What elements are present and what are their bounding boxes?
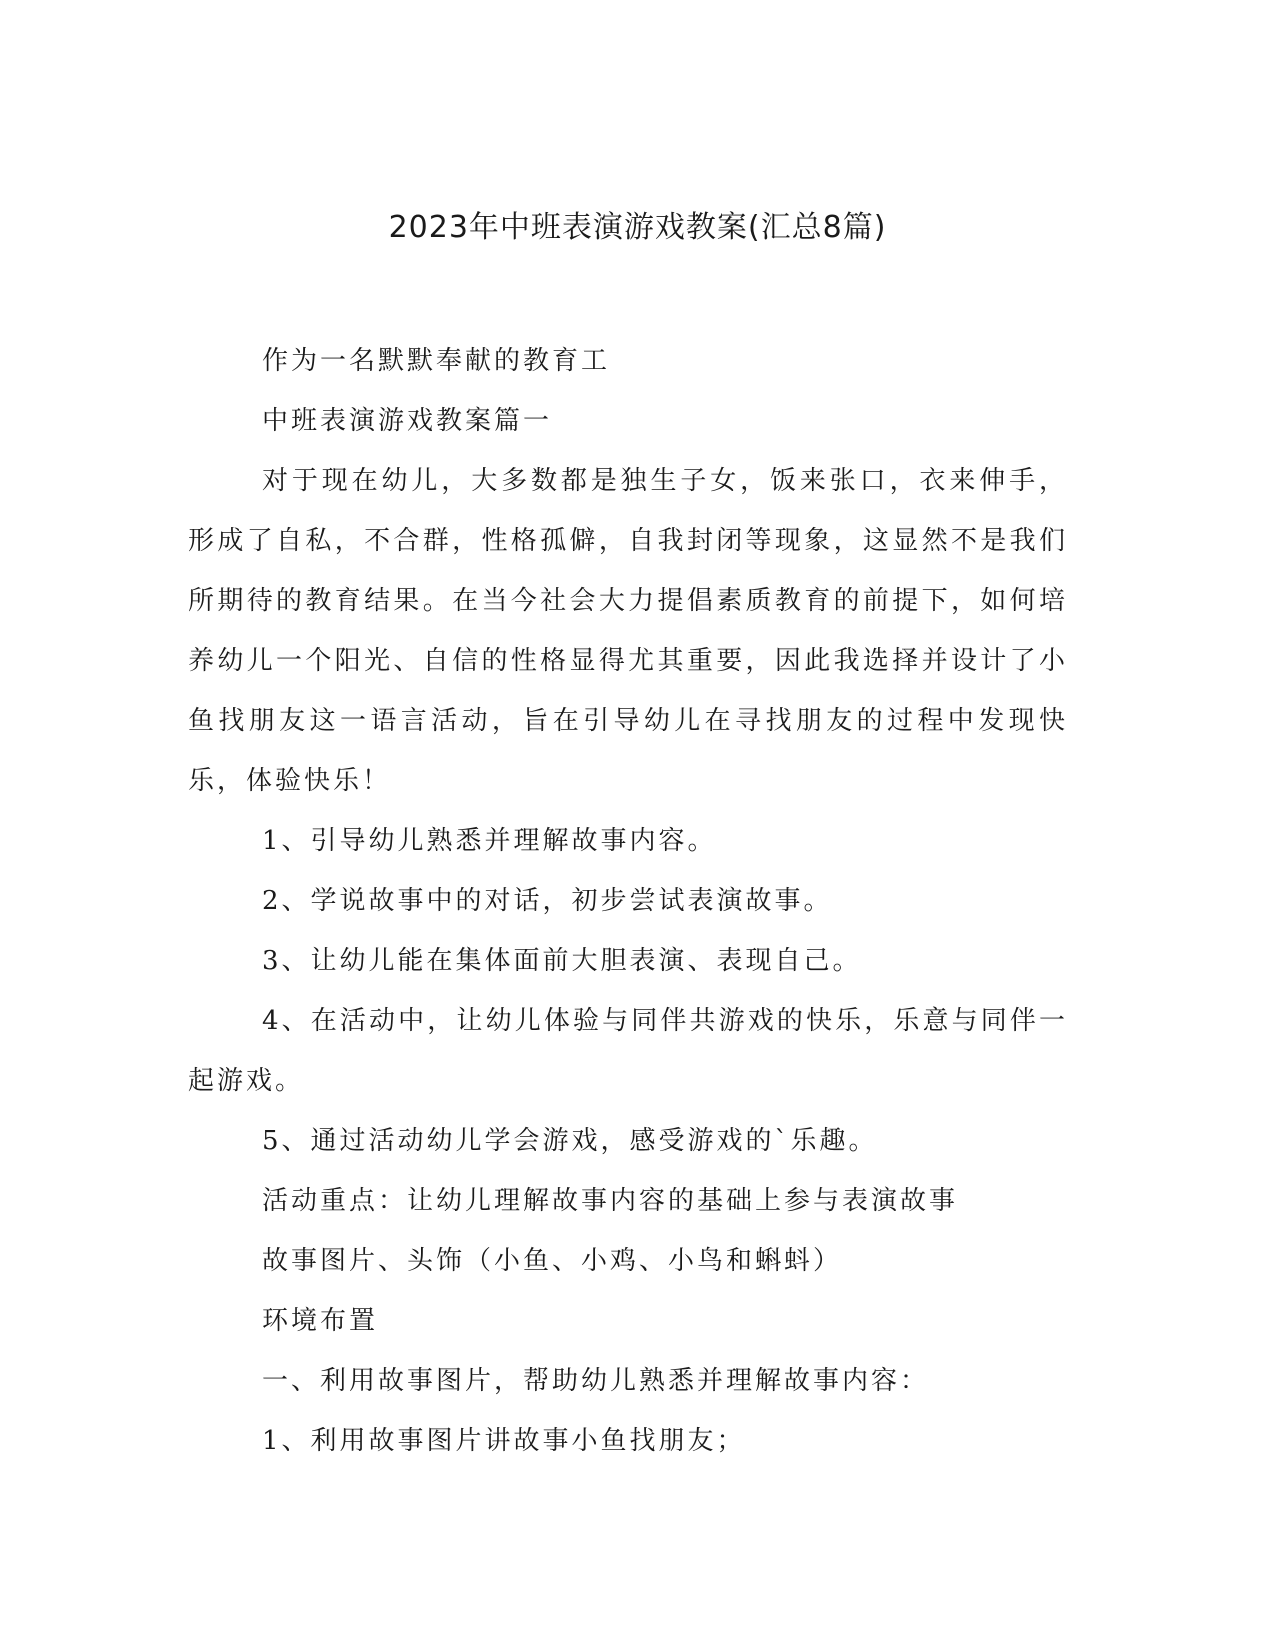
- process-step-heading: 一、利用故事图片，帮助幼儿熟悉并理解故事内容：: [262, 1366, 930, 1396]
- goal-item-4: 4、在活动中，让幼儿体验与同伴共游戏的快乐，乐意与同伴一起游戏。: [188, 1006, 1068, 1096]
- materials-paragraph: 故事图片、头饰（小鱼、小鸡、小鸟和蝌蚪）: [262, 1246, 843, 1276]
- document-title: 2023年中班表演游戏教案(汇总8篇): [388, 210, 887, 245]
- key-point-paragraph: 活动重点：让幼儿理解故事内容的基础上参与表演故事: [262, 1186, 959, 1216]
- goal-item-1: 1、引导幼儿熟悉并理解故事内容。: [262, 826, 717, 856]
- section-heading: 中班表演游戏教案篇一: [262, 406, 553, 436]
- goal-item-2: 2、学说故事中的对话，初步尝试表演故事。: [262, 886, 833, 916]
- goal-item-5: 5、通过活动幼儿学会游戏，感受游戏的`乐趣。: [262, 1126, 878, 1156]
- goal-item-3: 3、让幼儿能在集体面前大胆表演、表现自己。: [262, 946, 862, 976]
- process-step-item-1: 1、利用故事图片讲故事小鱼找朋友；: [262, 1426, 746, 1456]
- environment-paragraph: 环境布置: [262, 1306, 379, 1336]
- document-body: [188, 331, 1068, 1471]
- design-intent-paragraph: 对于现在幼儿，大多数都是独生子女，饭来张口，衣来伸手，形成了自私，不合群，性格孤僻，自我封闭等现象，这显然不是我们所期待的教育结果。在当今社会大力提倡素质教育的前提下，如何培养幼儿一个阳光、自信的性格显得尤其重要，因此我选择并设计了小鱼找朋友这一语言活动，旨在引导幼儿在寻找朋友的过程中发现快乐，体验快乐！: [188, 466, 1068, 796]
- intro-paragraph: 作为一名默默奉献的教育工: [262, 346, 611, 376]
